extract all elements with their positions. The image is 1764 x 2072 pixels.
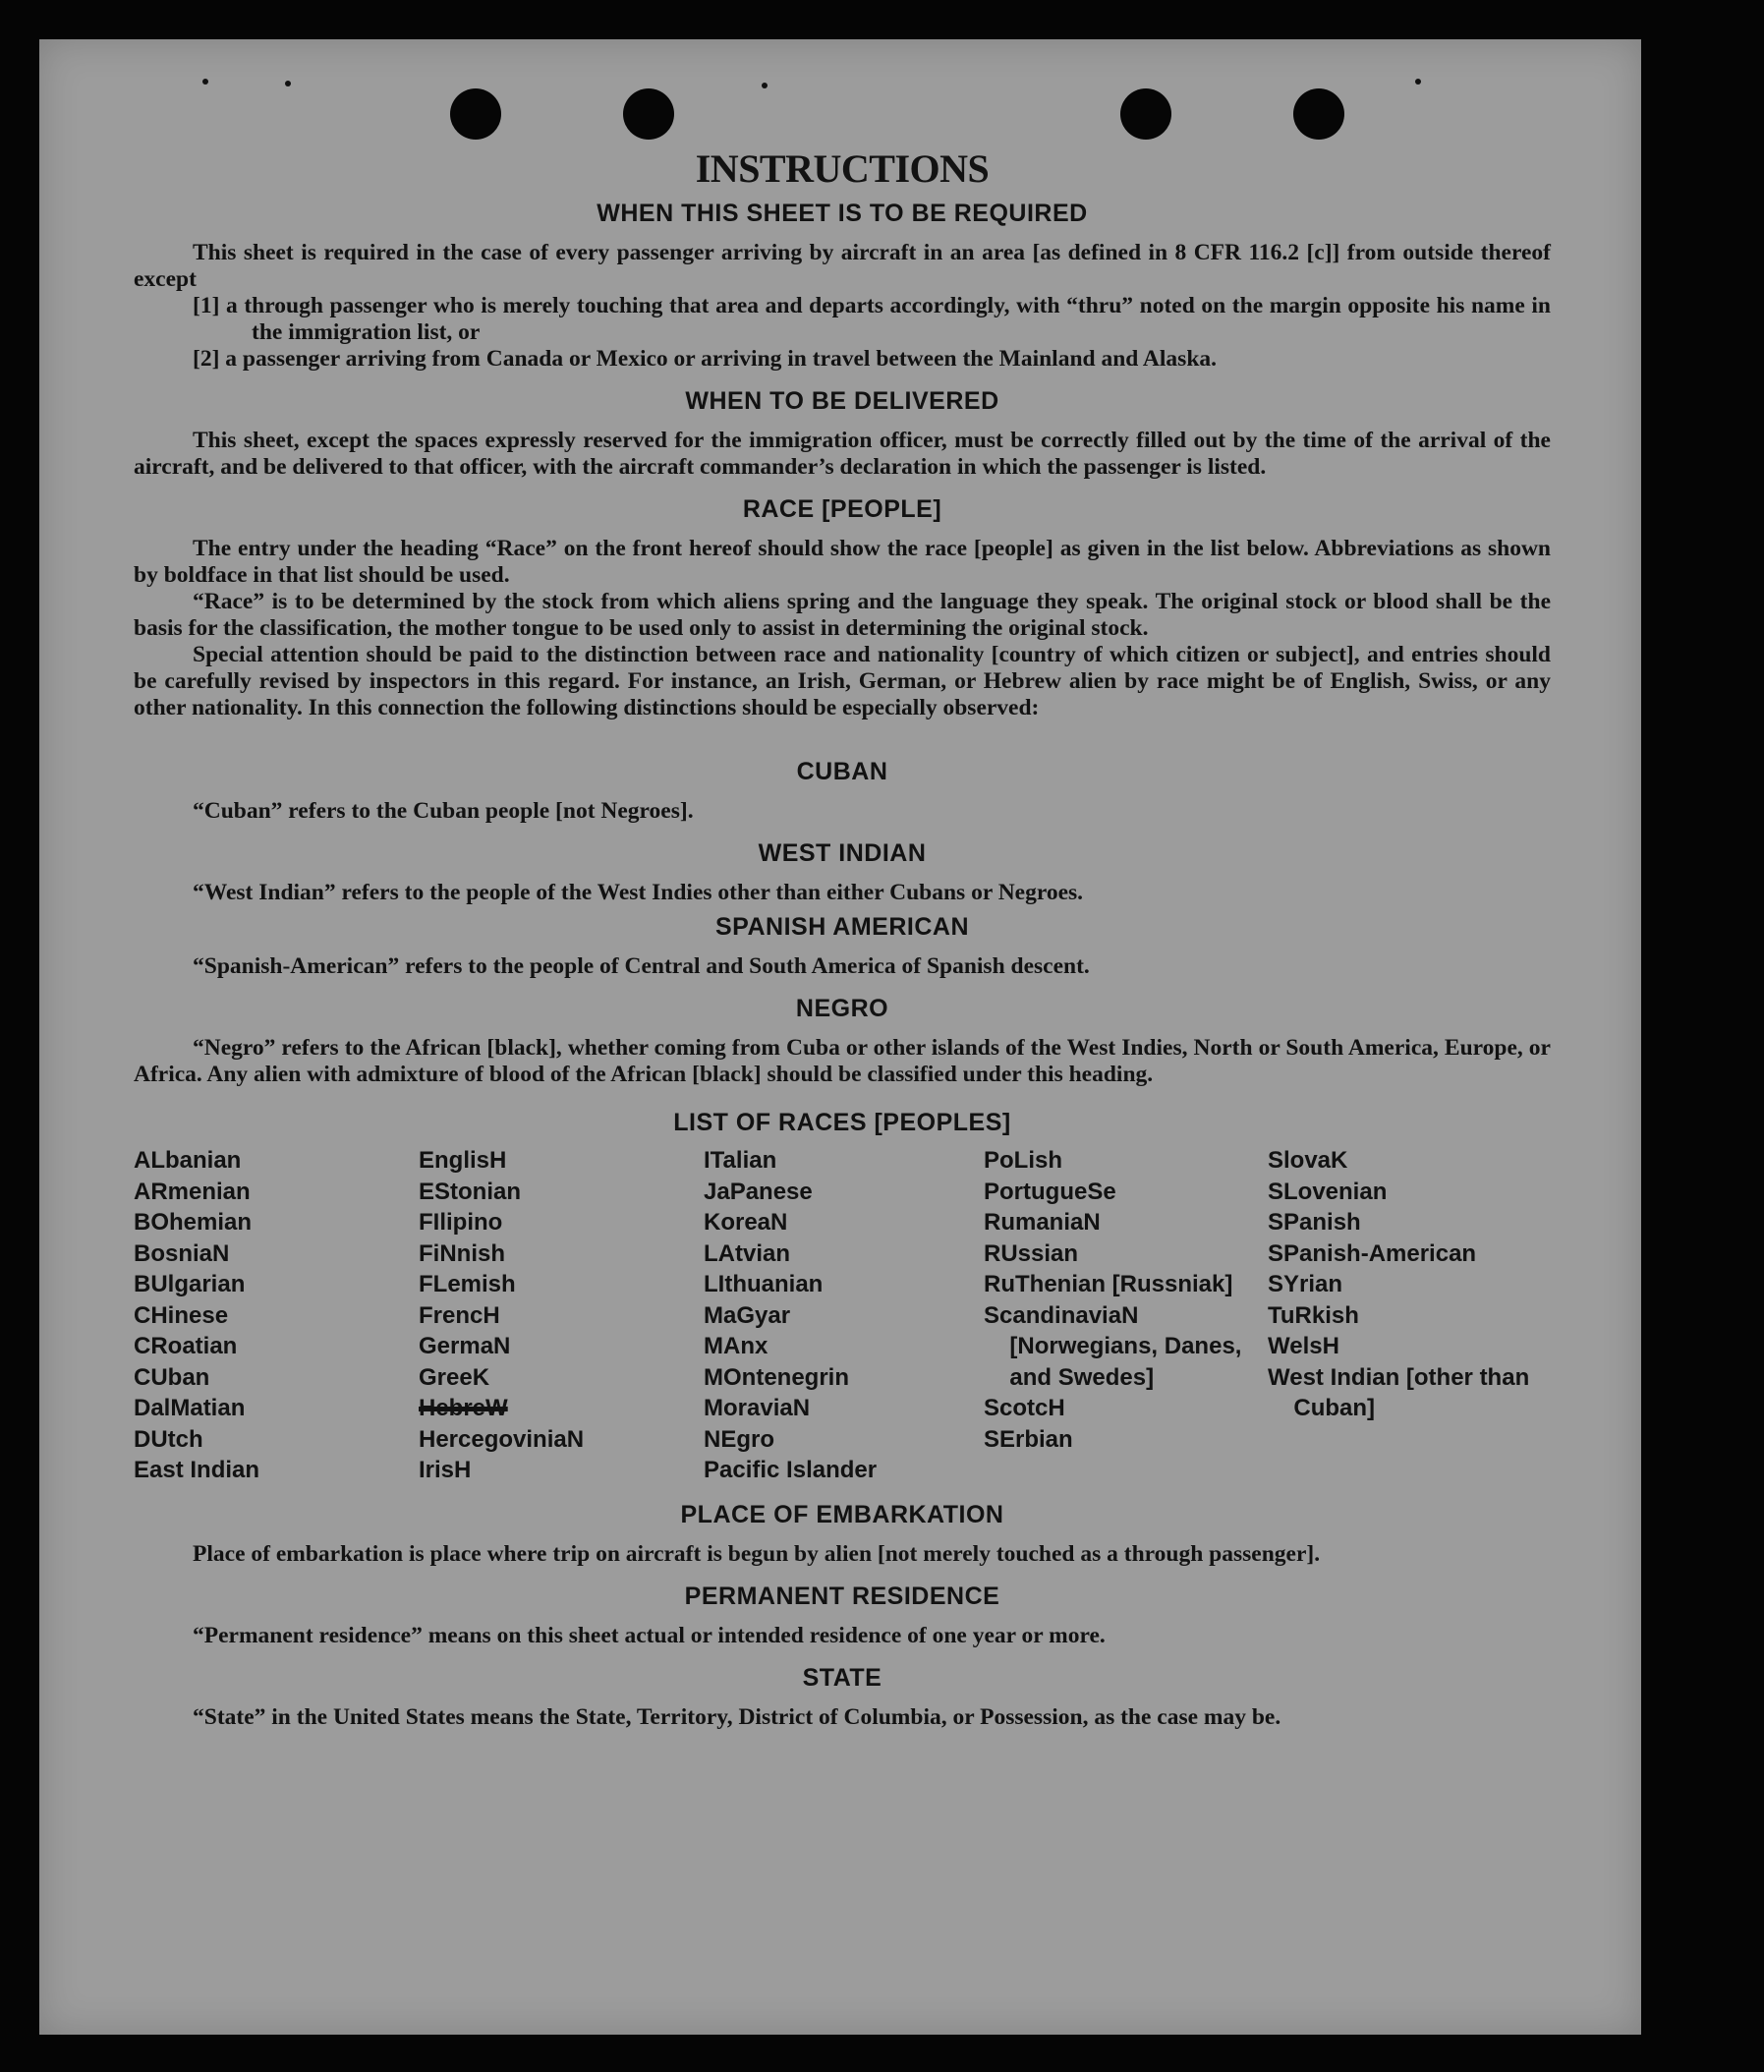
race-item: DUtch xyxy=(134,1425,203,1453)
heading-negro: NEGRO xyxy=(795,995,889,1022)
race-item: ScotcH xyxy=(984,1395,1065,1421)
race-item: SPanish xyxy=(1268,1209,1361,1236)
heading-cuban: CUBAN xyxy=(796,758,888,785)
race-item: SYrian xyxy=(1268,1271,1343,1297)
negro-text: “Negro” refers to the African [black], whether coming from Cuba or other islands of the West Indies, North or South America, Europe, or Africa. Any alien with admixture of blood of the African [black] should be classified under this heading. xyxy=(134,1035,1551,1087)
race-item: JaPanese xyxy=(704,1178,813,1205)
state-text: “State” in the United States means the State, Territory, District of Columbia, or Possession, as the case may be. xyxy=(193,1703,1281,1730)
embarkation-text: Place of embarkation is place where trip on aircraft is begun by alien [not merely touched as a through passenger]. xyxy=(193,1540,1321,1567)
race-item: LAtvian xyxy=(704,1239,791,1267)
race-item: GermaN xyxy=(419,1333,511,1359)
race-item: KoreaN xyxy=(704,1209,788,1236)
race-item: TuRkish xyxy=(1268,1301,1359,1329)
instructions-content xyxy=(134,145,1551,1731)
heading-race: RACE [PEOPLE] xyxy=(742,495,942,523)
race-item: WelsH xyxy=(1268,1333,1339,1359)
race-item: ScandinaviaN [Norwegians, Danes, and Swedes] xyxy=(984,1301,1242,1391)
race-item: BUlgarian xyxy=(134,1271,246,1297)
race-item: Pacific Islander xyxy=(704,1457,878,1483)
heading-permanent-residence: PERMANENT RESIDENCE xyxy=(684,1582,1000,1610)
delivered-text: This sheet, except the spaces expressly reserved for the immigration officer, must be correctly filled out by the time of the arrival of the aircraft, and be delivered to that officer, with the aircraft commander’s declaration in which the passenger is listed. xyxy=(134,428,1551,480)
races-column-1 xyxy=(134,1145,419,1486)
races-column-3 xyxy=(704,1145,984,1486)
race-item: ALbanian xyxy=(134,1147,242,1174)
race-item: EnglisH xyxy=(419,1147,507,1174)
race-item: HercegoviniaN xyxy=(419,1425,585,1453)
heading-list-of-races: LIST OF RACES [PEOPLES] xyxy=(673,1109,1011,1136)
race-item: MOntenegrin xyxy=(704,1363,849,1391)
race-item: GreeK xyxy=(419,1363,490,1391)
punch-hole xyxy=(1293,88,1344,140)
race-item: RuThenian [Russniak] xyxy=(984,1271,1233,1297)
race-item: LIthuanian xyxy=(704,1271,824,1297)
race-item: FrencH xyxy=(419,1301,500,1329)
race-item: CHinese xyxy=(134,1301,229,1329)
race-item: ITalian xyxy=(704,1147,777,1174)
race-item: SlovaK xyxy=(1268,1147,1348,1174)
cuban-text: “Cuban” refers to the Cuban people [not Negroes]. xyxy=(193,798,694,824)
race-item: MAnx xyxy=(704,1333,768,1359)
heading-when-required: WHEN THIS SHEET IS TO BE REQUIRED xyxy=(597,200,1088,227)
race-paragraph-3: Special attention should be paid to the distinction between race and nationality [country of which citizen or subject], and entries should be carefully revised by inspectors in this regard. For instance, an Irish, German, or Hebrew alien by race might be of English, Swiss, or any other nationality. In this connection the following distinctions should be especially observed: xyxy=(134,642,1551,720)
punch-hole xyxy=(450,88,501,140)
race-item: SErbian xyxy=(984,1425,1073,1453)
race-item: SLovenian xyxy=(1268,1178,1388,1205)
punch-hole xyxy=(1120,88,1171,140)
race-item-struck: HebreW xyxy=(419,1395,508,1421)
race-item: CUban xyxy=(134,1363,210,1391)
race-item: RumaniaN xyxy=(984,1209,1101,1236)
race-item: BosniaN xyxy=(134,1239,230,1267)
race-item: West Indian [other than Cuban] xyxy=(1268,1363,1530,1421)
race-item: DalMatian xyxy=(134,1395,246,1421)
heading-state: STATE xyxy=(802,1663,882,1692)
race-item: IrisH xyxy=(419,1457,472,1483)
race-item: FIlipino xyxy=(419,1209,503,1236)
heading-when-delivered: WHEN TO BE DELIVERED xyxy=(685,387,999,415)
races-column-4 xyxy=(984,1145,1268,1486)
heading-west-indian: WEST INDIAN xyxy=(758,839,927,867)
race-item: FLemish xyxy=(419,1271,516,1297)
west-indian-text: “West Indian” refers to the people of the West Indies other than either Cubans or Negroes. xyxy=(193,880,1084,905)
race-paragraph-1: The entry under the heading “Race” on the front hereof should show the race [people] as given in the list below. Abbreviations as shown by boldface in that list should be used. xyxy=(134,536,1551,588)
race-item: MoraviaN xyxy=(704,1395,811,1421)
speck xyxy=(1415,79,1421,85)
race-item: RUssian xyxy=(984,1239,1079,1267)
races-column-5 xyxy=(1268,1145,1551,1486)
required-intro: This sheet is required in the case of every passenger arriving by aircraft in an area [as defined in 8 CFR 116.2 [c]] from outside thereof except xyxy=(134,240,1551,292)
race-item: FiNnish xyxy=(419,1239,505,1267)
races-list xyxy=(134,1145,1551,1486)
required-item-2: [2] a passenger arriving from Canada or Mexico or arriving in travel between the Mainland and Alaska. xyxy=(193,346,1218,372)
race-item: PortugueSe xyxy=(984,1178,1116,1205)
spanish-american-text: “Spanish-American” refers to the people of Central and South America of Spanish descent. xyxy=(193,953,1090,979)
race-item: NEgro xyxy=(704,1425,774,1453)
race-item: ARmenian xyxy=(134,1178,251,1205)
race-item: MaGyar xyxy=(704,1301,791,1329)
speck xyxy=(762,83,768,88)
race-item: SPanish-American xyxy=(1268,1239,1477,1267)
residence-text: “Permanent residence” means on this sheet actual or intended residence of one year or more. xyxy=(193,1622,1106,1648)
document-sheet xyxy=(39,39,1641,2035)
race-item: EStonian xyxy=(419,1178,522,1205)
speck xyxy=(202,79,208,85)
required-item-1: [1] a through passenger who is merely touching that area and departs accordingly, with “thru” noted on the margin opposite his name in the immigration list, or xyxy=(193,293,1551,345)
race-item: PoLish xyxy=(984,1147,1063,1174)
heading-spanish-american: SPANISH AMERICAN xyxy=(714,913,969,941)
race-item: BOhemian xyxy=(134,1209,253,1236)
race-paragraph-2: “Race” is to be determined by the stock from which aliens spring and the language they speak. The original stock or blood shall be the basis for the classification, the mother tongue to be used only to assist in determining the original stock. xyxy=(134,589,1551,641)
races-column-2 xyxy=(419,1145,704,1486)
speck xyxy=(285,81,291,86)
page-title: INSTRUCTIONS xyxy=(695,146,990,191)
heading-place-of-embarkation: PLACE OF EMBARKATION xyxy=(680,1500,1004,1528)
race-item: East Indian xyxy=(134,1457,260,1483)
race-item: CRoatian xyxy=(134,1333,238,1359)
punch-hole xyxy=(623,88,674,140)
